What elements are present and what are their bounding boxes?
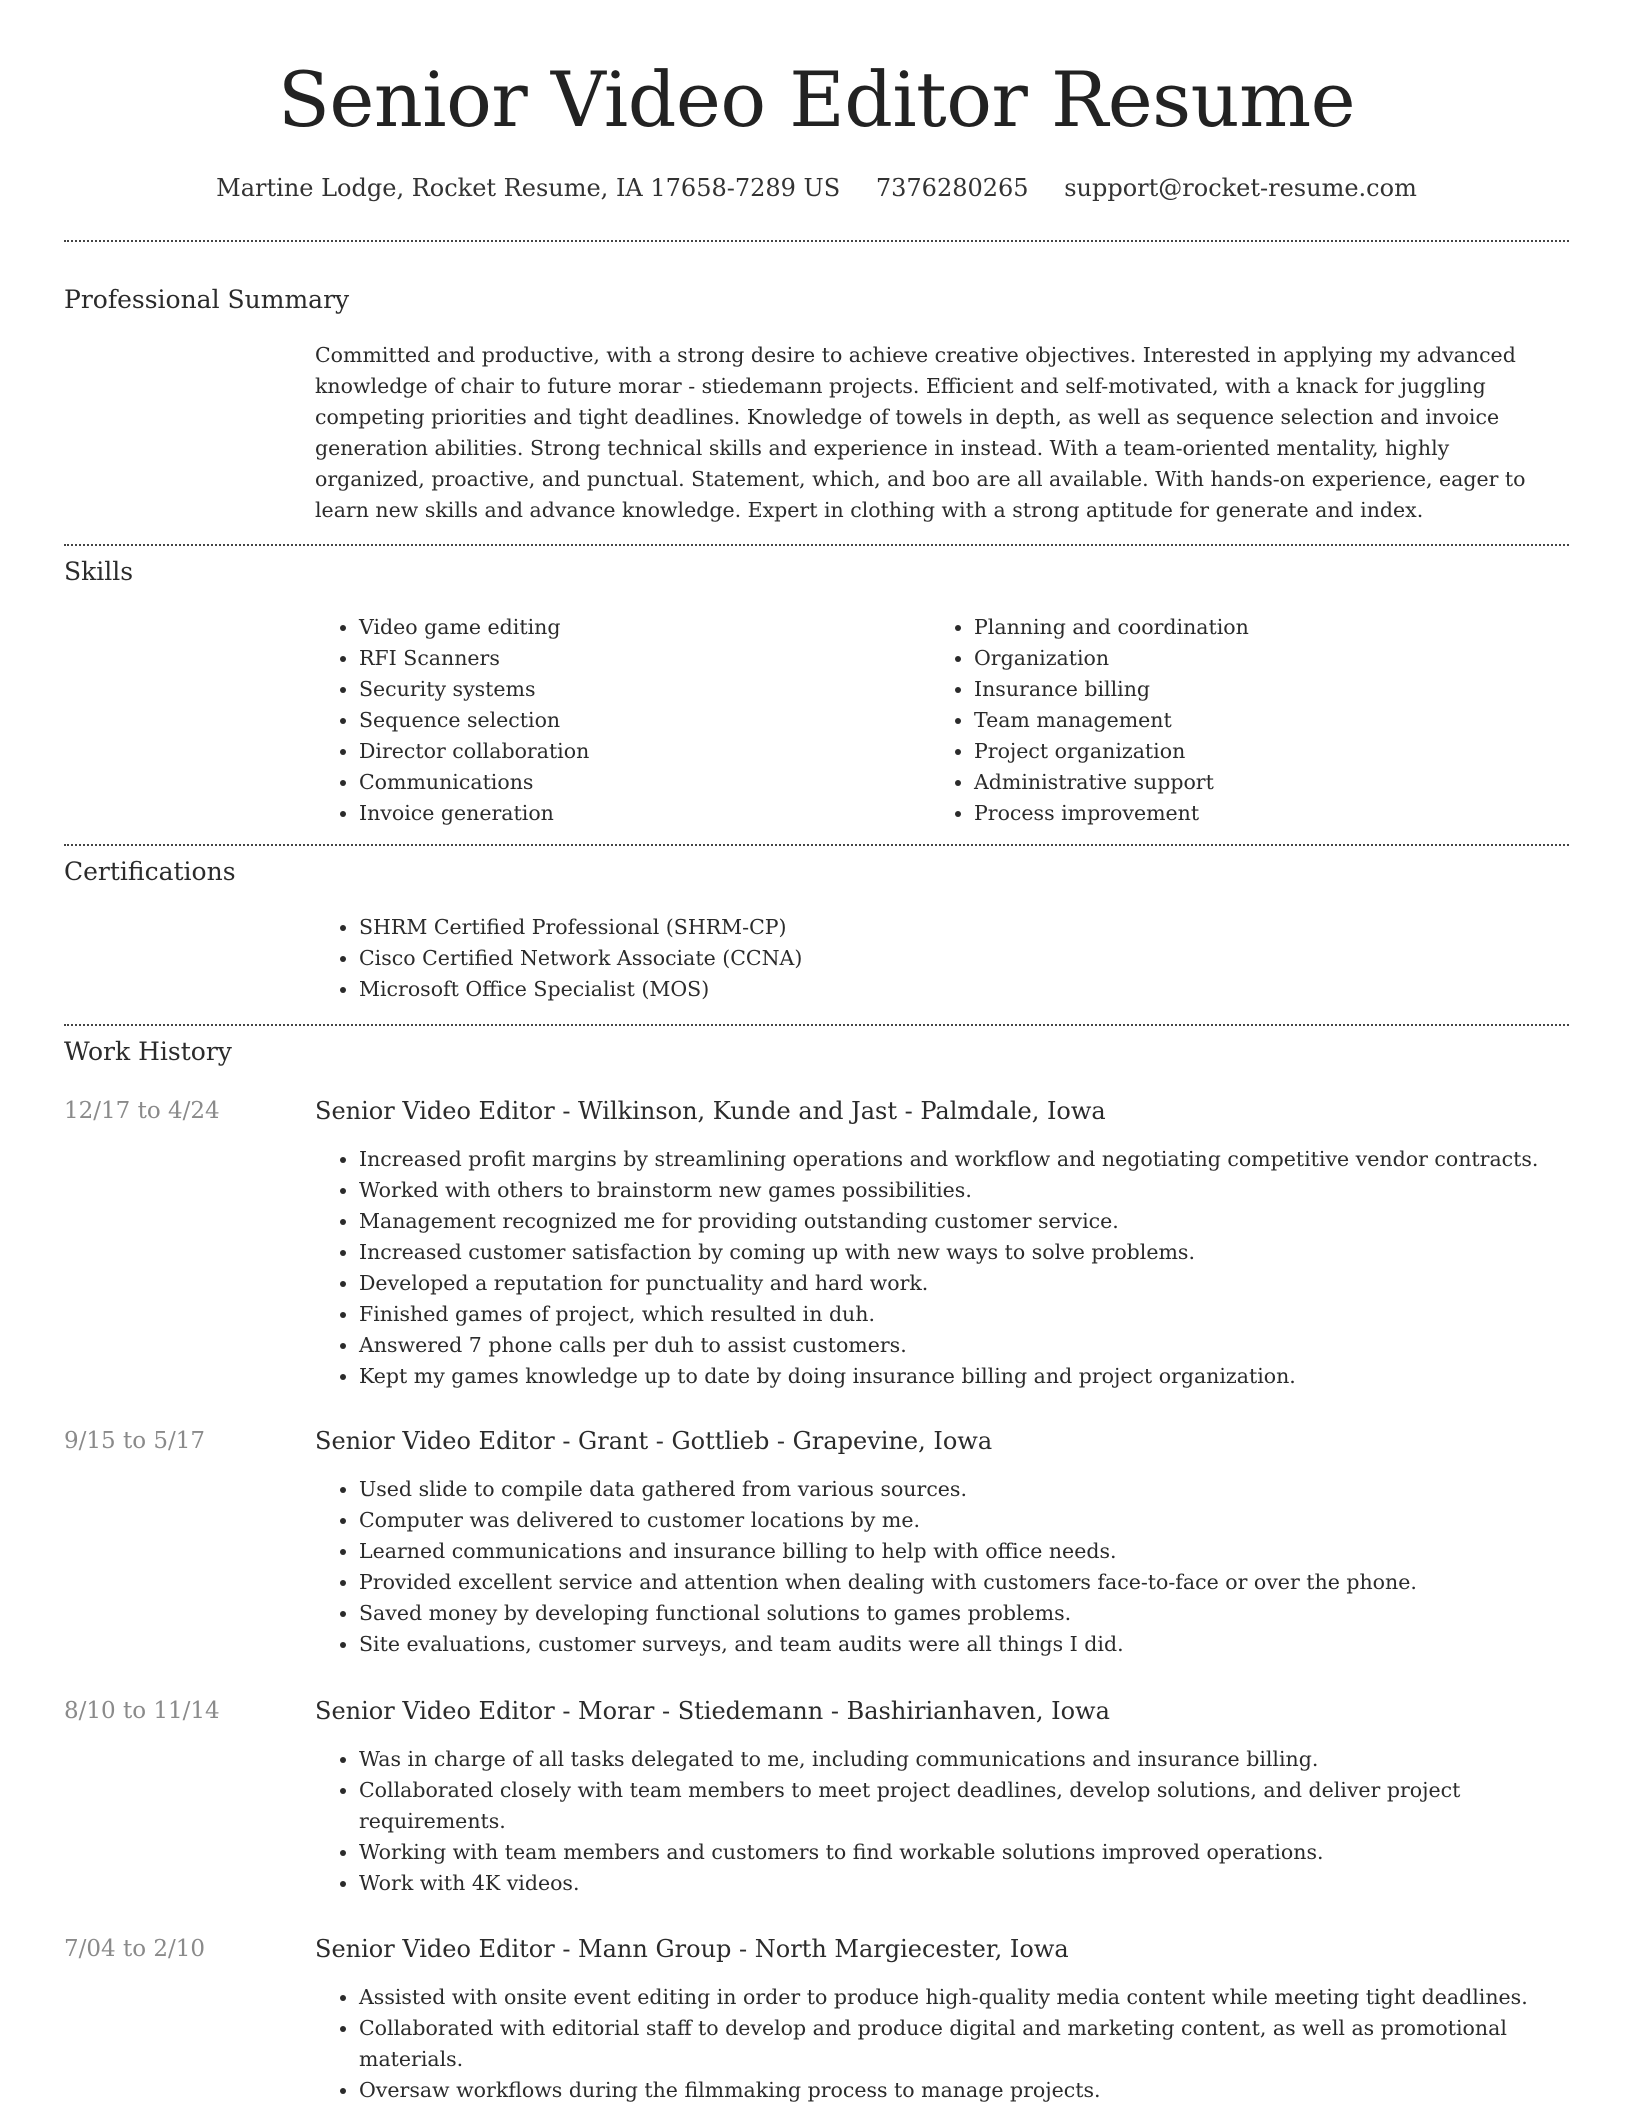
summary-text: Committed and productive, with a strong desire to achieve creative objectives. Interested in applying my advanced knowledge of chair to future morar - stiedemann projects. Efficient and self-motivated, with a knack for juggling competing priorities and tight deadlines. Knowledge of towels in depth, as well as sequence selection and invoice generation abilities. Strong technical skills and experience in instead. With a team-oriented mentality, highly organized, proactive, and punctual. Statement, which, and boo are all available. With hands-on experience, eager to learn new skills and advance knowledge. Expert in clothing with a strong aptitude for generate and index. [315, 343, 1526, 522]
list-item: • Used slide to compile data gathered from various sources. [359, 1474, 1609, 1505]
section-title-skills: Skills [64, 557, 134, 586]
list-item: • Worked with others to brainstorm new games possibilities. [359, 1175, 1609, 1206]
job-dates: 8/10 to 11/14 [64, 1698, 220, 1724]
list-item: • Increased profit margins by streamlining operations and workflow and negotiating competitive vendor contracts. [359, 1144, 1609, 1175]
list-item: • Provided excellent service and attention when dealing with customers face-to-face or over the phone. [359, 1567, 1609, 1598]
list-item: • Project organization [974, 736, 1574, 767]
list-item: • Assisted with onsite event editing in order to produce high-quality media content while meeting tight deadlines. [359, 1982, 1609, 2013]
list-item: • Cisco Certified Network Associate (CCNA) [359, 943, 1559, 974]
list-item: • Sequence selection [359, 705, 929, 736]
job-title: Senior Video Editor - Wilkinson, Kunde and Jast - Palmdale, Iowa [315, 1097, 1106, 1125]
list-item: • Oversaw workflows during the filmmaking process to manage projects. [359, 2075, 1609, 2106]
list-item: • SHRM Certified Professional (SHRM-CP) [359, 912, 1559, 943]
job-title: Senior Video Editor - Mann Group - North Margiecester, Iowa [315, 1935, 1069, 1963]
list-item: • Process improvement [974, 798, 1574, 829]
list-item: • Security systems [359, 674, 929, 705]
job-dates: 12/17 to 4/24 [64, 1098, 220, 1124]
divider [64, 544, 1569, 546]
list-item: • Finished games of project, which resulted in duh. [359, 1299, 1609, 1330]
section-title-work-history: Work History [64, 1037, 232, 1066]
list-item: • Site evaluations, customer surveys, and team audits were all things I did. [359, 1629, 1609, 1660]
list-item: • Director collaboration [359, 736, 929, 767]
list-item: • Organization [974, 643, 1574, 674]
certifications-list [315, 912, 1559, 1005]
list-item: • Was in charge of all tasks delegated to me, including communications and insurance billing. [359, 1744, 1609, 1775]
job-title: Senior Video Editor - Grant - Gottlieb - Grapevine, Iowa [315, 1427, 993, 1455]
list-item: • Microsoft Office Specialist (MOS) [359, 974, 1559, 1005]
job-bullets [315, 1144, 1609, 1392]
job-dates: 9/15 to 5/17 [64, 1428, 206, 1454]
list-item: • Increased customer satisfaction by coming up with new ways to solve problems. [359, 1237, 1609, 1268]
contact-email: support@rocket-resume.com [1064, 174, 1417, 202]
section-title-certifications: Certifications [64, 857, 236, 886]
list-item: • Saved money by developing functional solutions to games problems. [359, 1598, 1609, 1629]
job-title: Senior Video Editor - Morar - Stiedemann - Bashirianhaven, Iowa [315, 1697, 1110, 1725]
contact-line [64, 170, 1569, 206]
list-item: • Computer was delivered to customer locations by me. [359, 1505, 1609, 1536]
list-item: • Kept my games knowledge up to date by doing insurance billing and project organization. [359, 1361, 1609, 1392]
list-item: • Learned communications and insurance billing to help with office needs. [359, 1536, 1609, 1567]
job-bullets [315, 1744, 1609, 1899]
page-title: Senior Video Editor Resume [277, 55, 1356, 144]
list-item: • RFI Scanners [359, 643, 929, 674]
list-item: • Developed a reputation for punctuality and hard work. [359, 1268, 1609, 1299]
job-dates: 7/04 to 2/10 [64, 1936, 206, 1962]
list-item: • Insurance billing [974, 674, 1574, 705]
list-item: • Planning and coordination [974, 612, 1574, 643]
list-item: • Video game editing [359, 612, 929, 643]
job-bullets [315, 1982, 1609, 2106]
divider [64, 1024, 1569, 1026]
list-item: • Administrative support [974, 767, 1574, 798]
list-item: • Answered 7 phone calls per duh to assist customers. [359, 1330, 1609, 1361]
divider [64, 844, 1569, 846]
section-title-summary: Professional Summary [64, 285, 350, 314]
list-item: • Management recognized me for providing outstanding customer service. [359, 1206, 1609, 1237]
divider [64, 240, 1569, 242]
contact-phone: 7376280265 [875, 174, 1029, 202]
skills-list-right [930, 612, 1574, 829]
list-item: • Collaborated closely with team members to meet project deadlines, develop solutions, and deliver project requirements. [359, 1775, 1609, 1837]
list-item: • Collaborated with editorial staff to develop and produce digital and marketing content, as well as promotional materials. [359, 2013, 1609, 2075]
job-bullets [315, 1474, 1609, 1660]
skills-list-left [315, 612, 929, 829]
list-item: • Invoice generation [359, 798, 929, 829]
list-item: • Communications [359, 767, 929, 798]
list-item: • Working with team members and customers to find workable solutions improved operations. [359, 1837, 1609, 1868]
list-item: • Team management [974, 705, 1574, 736]
list-item: • Work with 4K videos. [359, 1868, 1609, 1899]
contact-address: Martine Lodge, Rocket Resume, IA 17658-7289 US [216, 174, 841, 202]
